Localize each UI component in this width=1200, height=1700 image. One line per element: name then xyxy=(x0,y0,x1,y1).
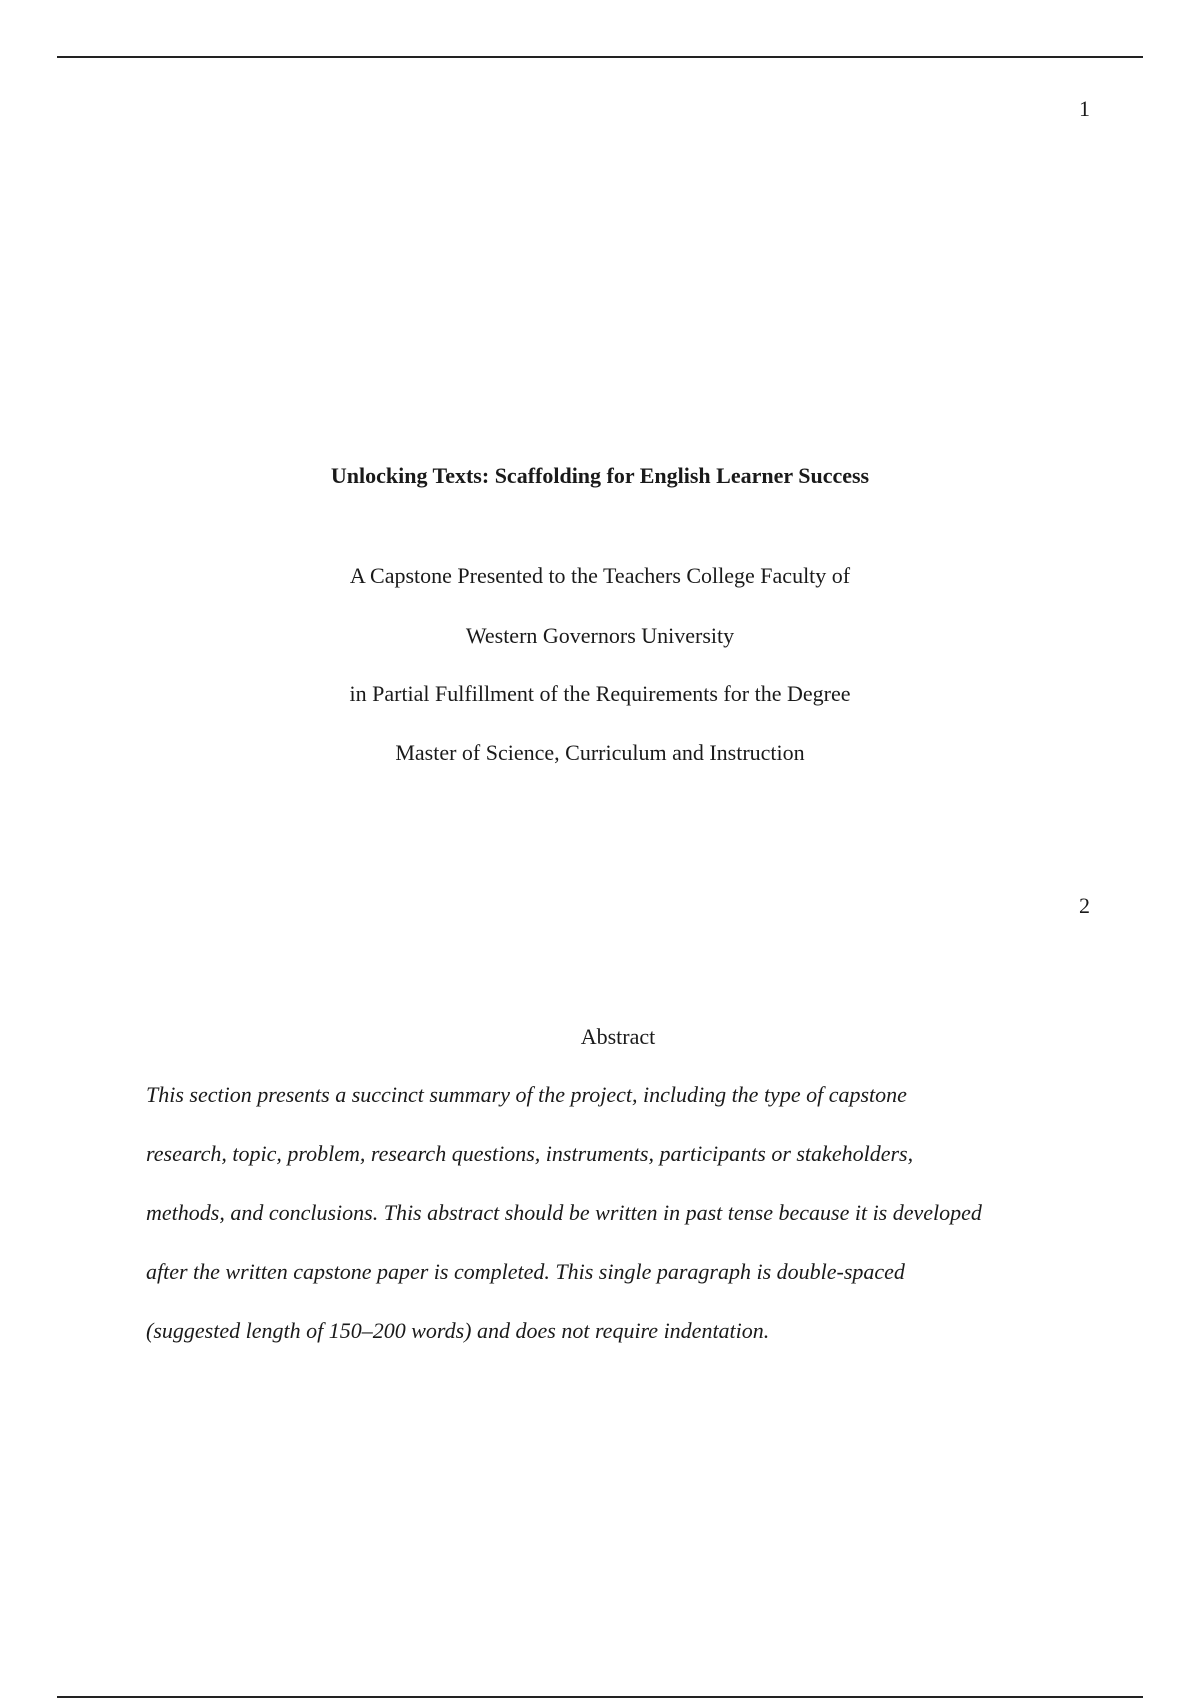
page-number-2: 2 xyxy=(1079,893,1090,918)
bottom-page-rule xyxy=(57,1696,1143,1698)
subtitle-line-3: in Partial Fulfillment of the Requirements for the Degree xyxy=(349,681,851,706)
abstract-line: (suggested length of 150–200 words) and does not require indentation. xyxy=(146,1318,770,1343)
subtitle-line-4: Master of Science, Curriculum and Instruction xyxy=(395,740,805,765)
subtitle-line-2: Western Governors University xyxy=(465,623,735,648)
top-page-rule xyxy=(57,56,1143,58)
document-title: Unlocking Texts: Scaffolding for English Learner Success xyxy=(330,463,870,488)
abstract-line: This section presents a succinct summary of the project, including the type of capstone xyxy=(146,1082,907,1107)
abstract-line: research, topic, problem, research questions, instruments, participants or stakeholders, xyxy=(146,1141,914,1166)
subtitle-line-1: A Capstone Presented to the Teachers College Faculty of xyxy=(349,563,851,588)
abstract-heading: Abstract xyxy=(580,1024,656,1049)
abstract-line: after the written capstone paper is completed. This single paragraph is double-spaced xyxy=(146,1259,905,1284)
abstract-paragraph xyxy=(146,1082,1086,1377)
abstract-line: methods, and conclusions. This abstract should be written in past tense because it is developed xyxy=(146,1200,982,1225)
page-number-1: 1 xyxy=(1079,96,1090,121)
